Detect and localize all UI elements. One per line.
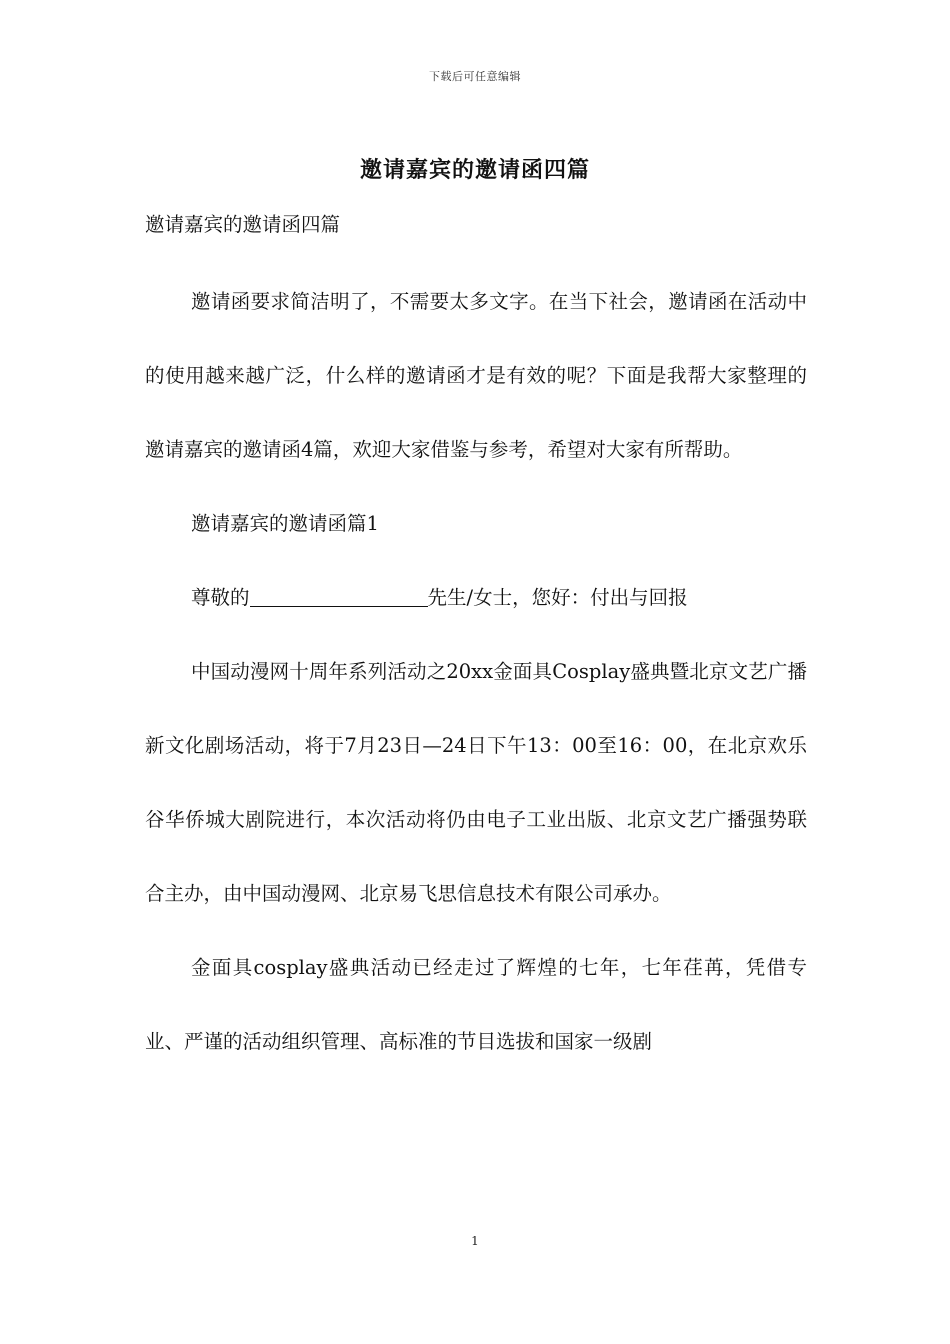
greeting-prefix: 尊敬的 bbox=[191, 586, 250, 609]
history-paragraph: 金面具cosplay盛典活动已经走过了辉煌的七年，七年荏苒，凭借专业、严谨的活动组织管理、高标准的节目选拔和国家一级剧 bbox=[145, 956, 807, 1053]
greeting-line bbox=[145, 561, 807, 635]
event-paragraph: 中国动漫网十周年系列活动之20xx金面具Cosplay盛典暨北京文艺广播新文化剧场活动，将于7月23日—24日下午13：00至16：00，在北京欢乐谷华侨城大剧院进行，本次活动将仍由电子工业出版、北京文艺广播强势联合主办，由中国动漫网、北京易飞思信息技术有限公司承办。 bbox=[145, 660, 807, 905]
name-blank-line bbox=[250, 586, 428, 607]
greeting-suffix: 先生/女士，您好：付出与回报 bbox=[427, 586, 688, 609]
section-heading: 邀请嘉宾的邀请函篇1 bbox=[191, 512, 379, 535]
page-number: 1 bbox=[471, 1234, 479, 1248]
header-note: 下载后可任意编辑 bbox=[429, 70, 521, 83]
document-title: 邀请嘉宾的邀请函四篇 bbox=[359, 157, 590, 183]
subtitle: 邀请嘉宾的邀请函四篇 bbox=[145, 213, 341, 236]
intro-paragraph: 邀请函要求简洁明了，不需要太多文字。在当下社会，邀请函在活动中的使用越来越广泛，什么样的邀请函才是有效的呢？下面是我帮大家整理的邀请嘉宾的邀请函4篇，欢迎大家借鉴与参考，希望对大家有所帮助。 bbox=[145, 290, 807, 461]
document-body bbox=[145, 206, 807, 1079]
